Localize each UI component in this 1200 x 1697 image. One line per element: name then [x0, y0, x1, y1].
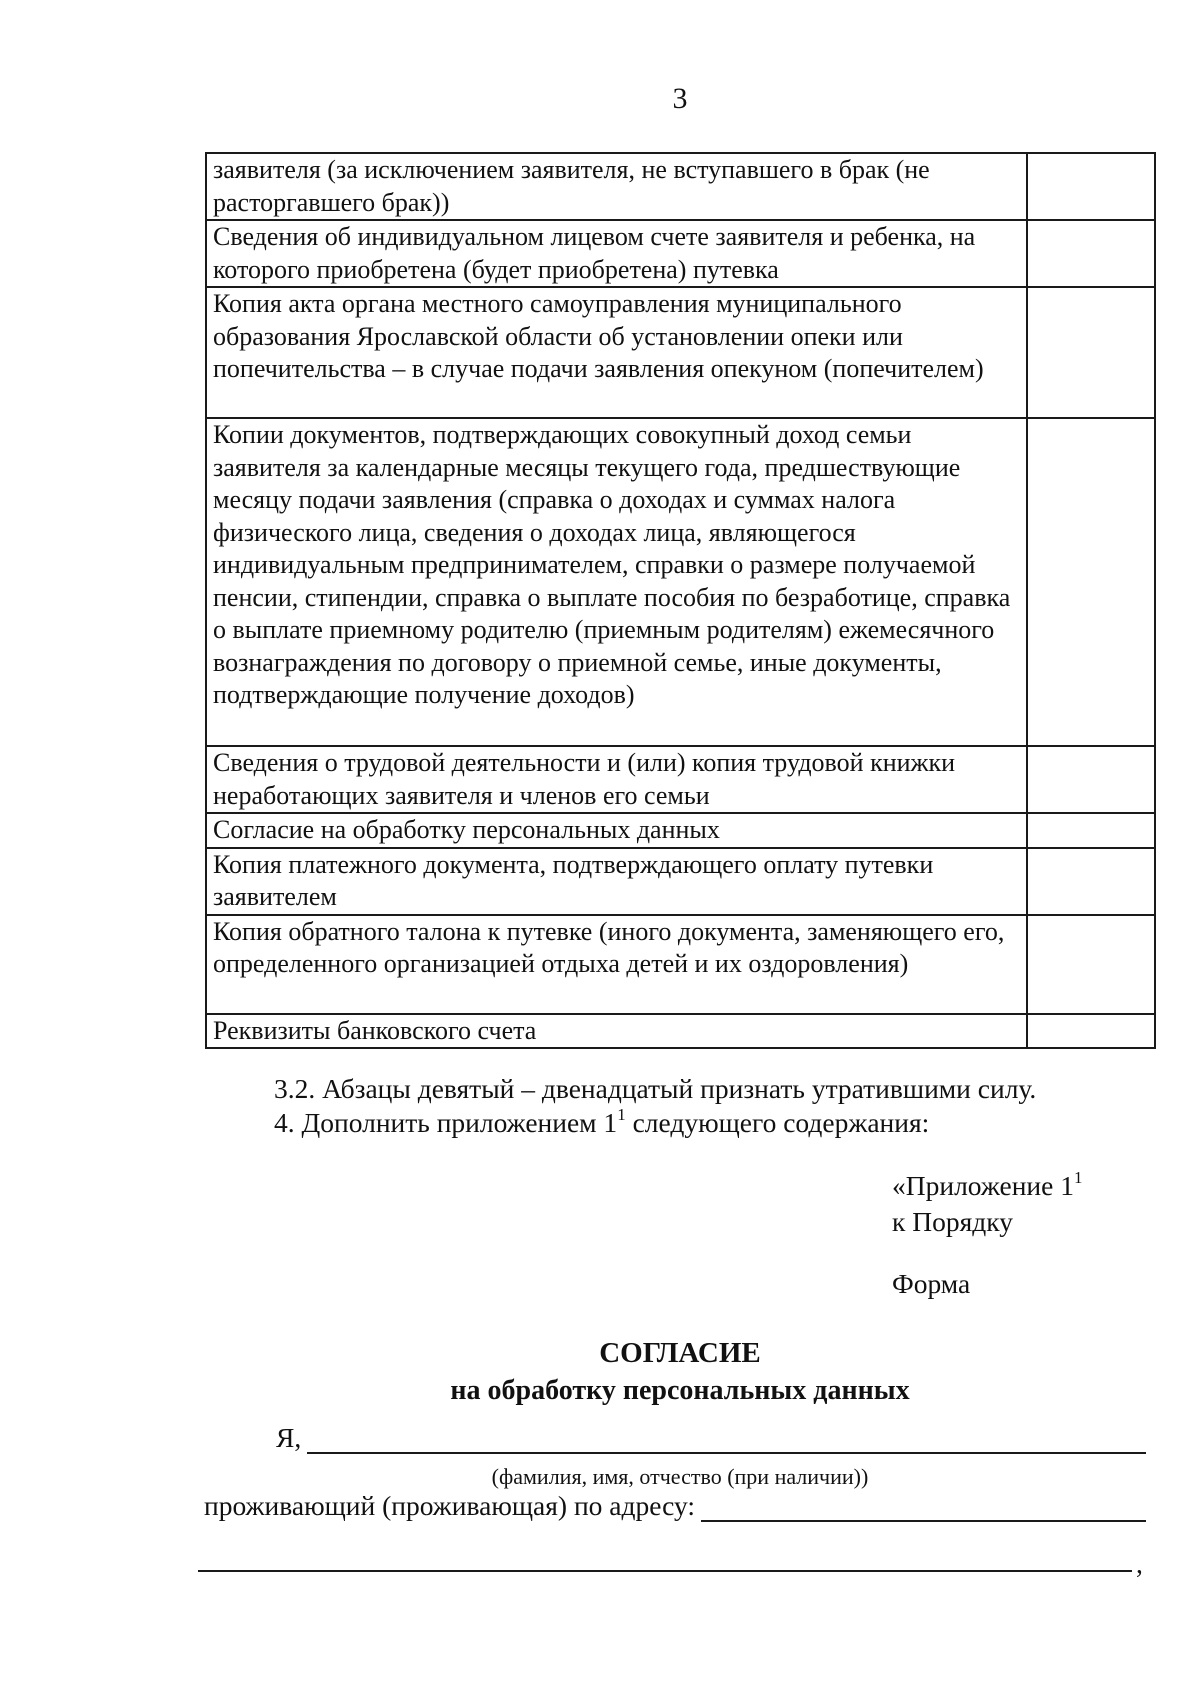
table-row [206, 153, 1155, 220]
table-row [206, 287, 1155, 418]
address-fill-line[interactable] [701, 1490, 1146, 1522]
table-cell-text: Реквизиты банковского счета [206, 1014, 1027, 1049]
appendix-title: «Приложение 1 [892, 1170, 1074, 1201]
name-row [276, 1422, 1146, 1454]
table-cell-text: Согласие на обработку персональных данных [206, 813, 1027, 848]
table-cell-mark [1027, 746, 1155, 813]
table-cell-mark [1027, 220, 1155, 287]
table-cell-mark [1027, 813, 1155, 848]
name-caption: (фамилия, имя, отчество (при наличии)) [491, 1464, 869, 1489]
table-cell-text: Копии документов, подтверждающих совокупный доход семьи заявителя за календарные месяцы текущего года, предшествующие месяцу подачи заявления (справка о доходах и суммах налога физического лица, сведения о доходах лица, являющегося индивидуальным предпринимателем, справки о размере получаемой пенсии, стипендии, справка о выплате пособия по безработице, справка о выплате приемному родителю (приемным родителям) ежемесячного вознаграждения по договору о приемной семье, иные документы, подтверждающие получение доходов) [206, 418, 1027, 746]
address-continuation-row [198, 1540, 1132, 1572]
paragraph-4-superscript: 1 [617, 1105, 626, 1124]
table-cell-mark [1027, 848, 1155, 915]
table-cell-mark [1027, 418, 1155, 746]
document-subtitle: на обработку персональных данных [450, 1375, 910, 1406]
name-label: Я, [276, 1422, 302, 1453]
table-cell-text: Копия обратного талона к путевке (иного документа, заменяющего его, определенного организацией отдыха детей и их оздоровления) [206, 915, 1027, 1014]
trailing-comma: , [1136, 1548, 1143, 1579]
table-row [206, 848, 1155, 915]
appendix-line [892, 1168, 1082, 1204]
table-cell-text: Копия платежного документа, подтверждающего оплату путевки заявителем [206, 848, 1027, 915]
table-cell-text: Сведения о трудовой деятельности и (или) копия трудовой книжки неработающих заявителя и членов его семьи [206, 746, 1027, 813]
name-fill-line[interactable] [307, 1422, 1146, 1454]
appendix-header [892, 1168, 1082, 1302]
table-cell-mark [1027, 915, 1155, 1014]
paragraph-4-text-before: 4. Дополнить приложением 1 [274, 1107, 618, 1138]
table-row [206, 418, 1155, 746]
page-number: 3 [672, 82, 688, 115]
address-label: проживающий (проживающая) по адресу: [204, 1490, 695, 1521]
table-cell-mark [1027, 153, 1155, 220]
table-row [206, 220, 1155, 287]
paragraph-4 [274, 1106, 929, 1140]
table-cell-mark [1027, 287, 1155, 418]
table-cell-mark [1027, 1014, 1155, 1049]
paragraph-3-2: 3.2. Абзацы девятый – двенадцатый признать утратившими силу. [274, 1073, 1037, 1104]
table-cell-text: Сведения об индивидуальном лицевом счете заявителя и ребенка, на которого приобретена (будет приобретена) путевка [206, 220, 1027, 287]
appendix-superscript: 1 [1073, 1168, 1083, 1187]
appendix-subtitle: к Порядку [892, 1206, 1013, 1237]
documents-table [205, 152, 1156, 1049]
table-row [206, 915, 1155, 1014]
paragraph-4-text-after: следующего содержания: [625, 1107, 930, 1138]
document-title: СОГЛАСИЕ [599, 1337, 761, 1369]
address-continuation-line[interactable] [198, 1540, 1132, 1572]
address-row [204, 1490, 1146, 1522]
table-row [206, 1014, 1155, 1049]
table-row [206, 746, 1155, 813]
table-cell-text: Копия акта органа местного самоуправления муниципального образования Ярославской области об установлении опеки или попечительства – в случае подачи заявления опекуном (попечителем) [206, 287, 1027, 418]
table-cell-text: заявителя (за исключением заявителя, не вступавшего в брак (не расторгавшего брак)) [206, 153, 1027, 220]
table-row [206, 813, 1155, 848]
form-label: Форма [892, 1268, 971, 1299]
